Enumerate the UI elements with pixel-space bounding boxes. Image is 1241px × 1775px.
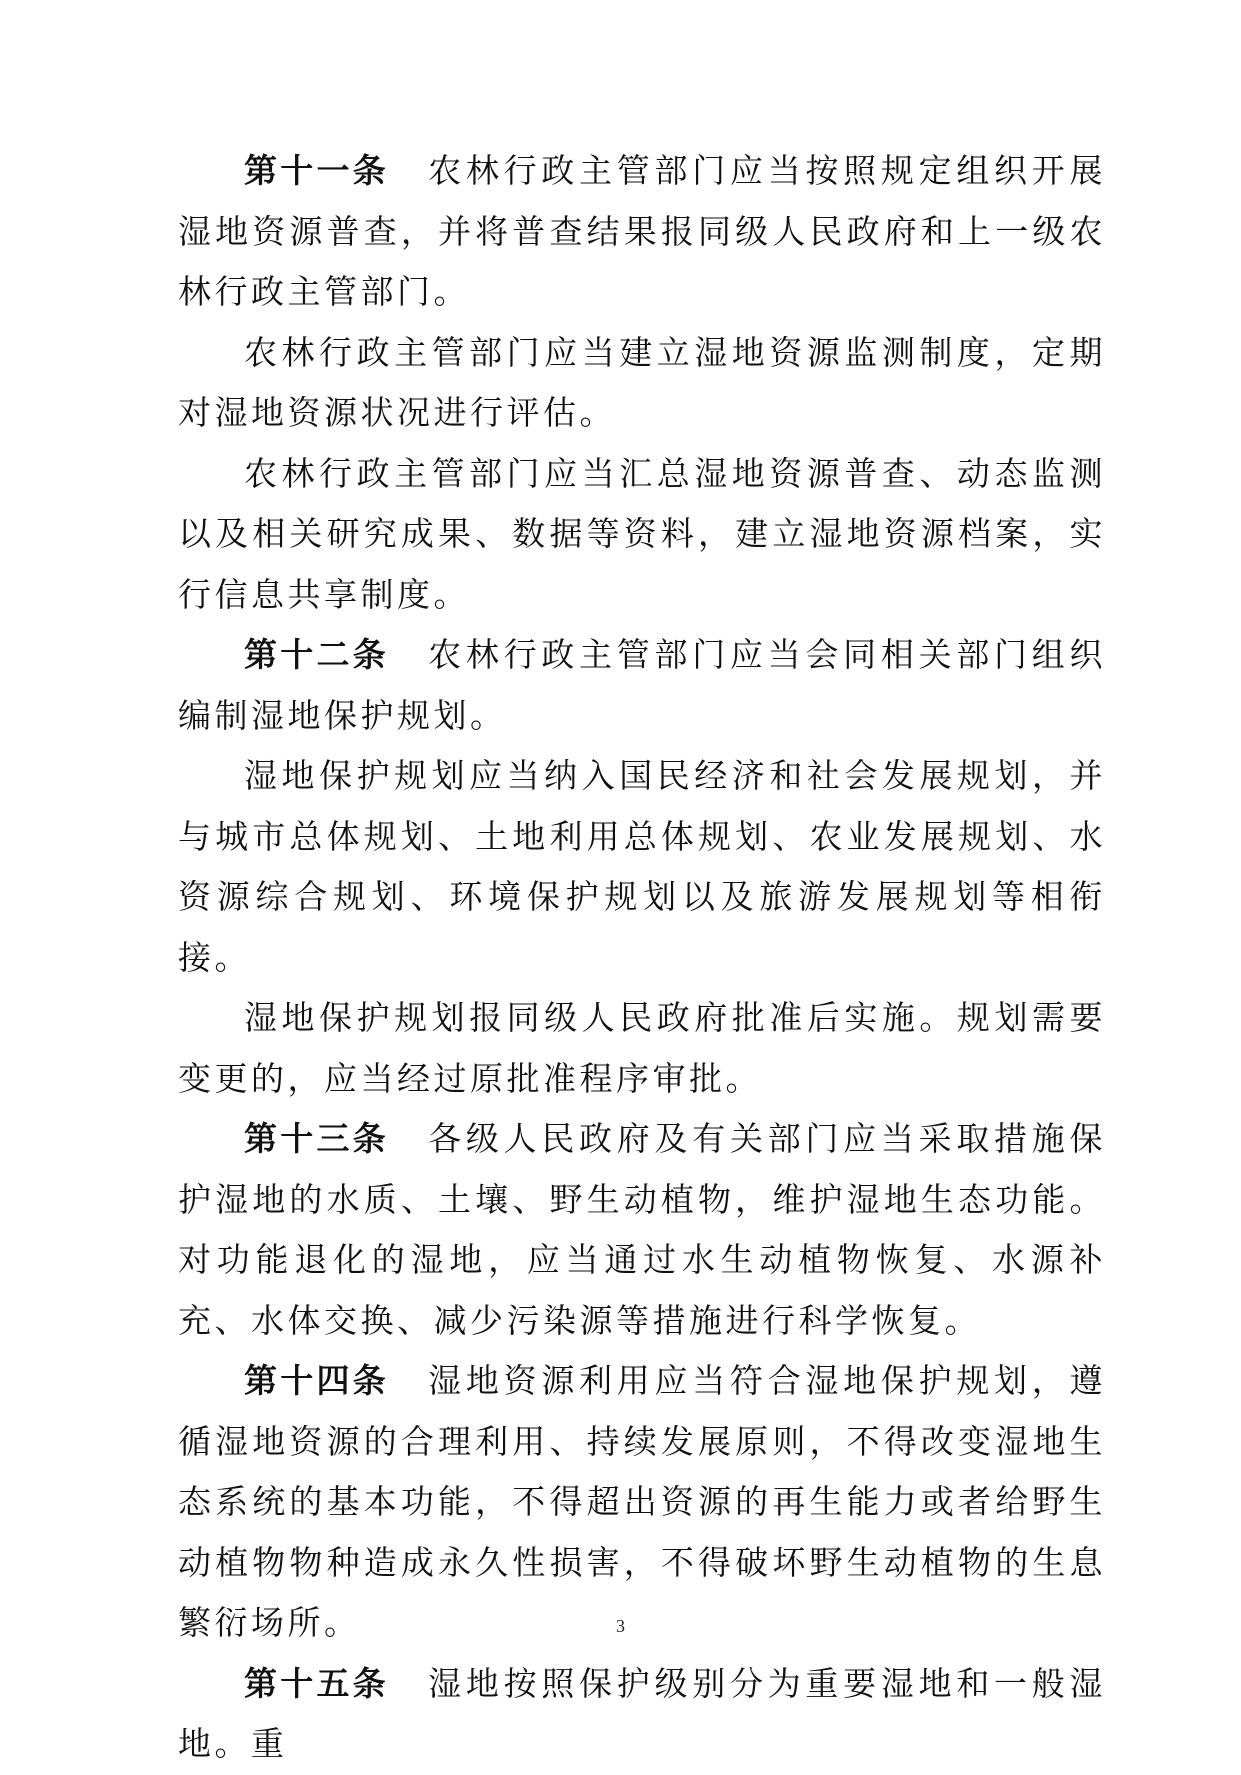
article-heading: 第十五条 — [244, 1663, 389, 1703]
paragraph-text: 各级人民政府及有关部门应当采取措施保护湿地的水质、土壤、野生动植物，维护湿地生态功能。对功能退化的湿地，应当通过水生动植物恢复、水源补充、水体交换、减少污染源等措施进行科学恢复。 — [178, 1119, 1107, 1340]
paragraph — [178, 1654, 1106, 1775]
paragraph — [178, 444, 1106, 626]
paragraph-text: 湿地资源利用应当符合湿地保护规划，遵循湿地资源的合理利用、持续发展原则，不得改变湿地生态系统的基本功能，不得超出资源的再生能力或者给野生动植物物种造成永久性损害，不得破坏野生动植物的生息繁衍场所。 — [178, 1361, 1107, 1642]
article-heading: 第十三条 — [244, 1119, 389, 1158]
paragraph-text: 湿地按照保护级别分为重要湿地和一般湿地。重 — [178, 1663, 1107, 1763]
paragraph — [178, 141, 1106, 323]
paragraph — [178, 625, 1106, 746]
paragraph-text: 农林行政主管部门应当汇总湿地资源普查、动态监测以及相关研究成果、数据等资料，建立湿地资源档案，实行信息共享制度。 — [178, 453, 1106, 614]
paragraph-text: 湿地保护规划应当纳入国民经济和社会发展规划，并与城市总体规划、土地利用总体规划、农业发展规划、水资源综合规划、环境保护规划以及旅游发展规划等相衔接。 — [178, 756, 1106, 977]
article-heading: 第十一条 — [244, 151, 389, 190]
paragraph — [178, 746, 1106, 988]
paragraph — [178, 988, 1106, 1109]
document-body — [178, 141, 1106, 1775]
paragraph — [178, 1351, 1106, 1654]
page-number: 3 — [616, 1616, 625, 1636]
paragraph — [178, 1109, 1106, 1351]
paragraph — [178, 323, 1106, 444]
paragraph-text: 农林行政主管部门应当会同相关部门组织编制湿地保护规划。 — [178, 635, 1107, 735]
paragraph-text: 农林行政主管部门应当按照规定组织开展湿地资源普查，并将普查结果报同级人民政府和上一级农林行政主管部门。 — [178, 151, 1107, 311]
paragraph-text: 湿地保护规划报同级人民政府批准后实施。规划需要变更的，应当经过原批准程序审批。 — [178, 998, 1106, 1098]
article-heading: 第十四条 — [244, 1361, 389, 1400]
article-heading: 第十二条 — [244, 635, 389, 674]
paragraph-text: 农林行政主管部门应当建立湿地资源监测制度，定期对湿地资源状况进行评估。 — [178, 332, 1106, 432]
